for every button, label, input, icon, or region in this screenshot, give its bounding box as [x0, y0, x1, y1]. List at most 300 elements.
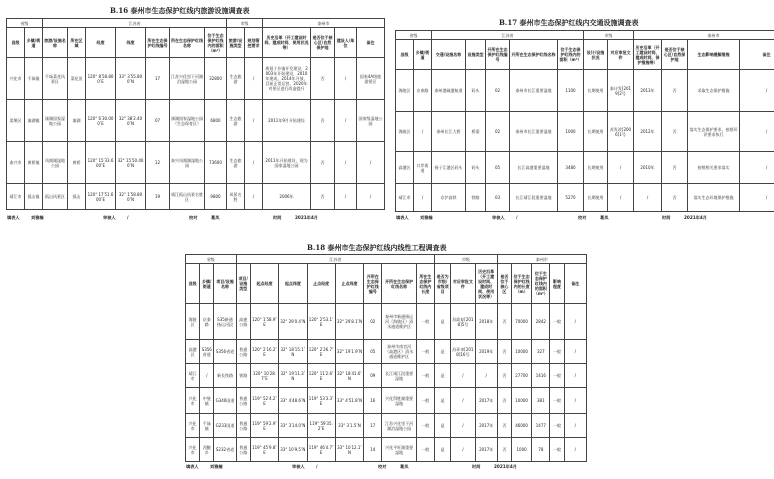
header-cell: 开所在生态保护红线编号: [486, 40, 510, 70]
table-cell: /: [740, 152, 774, 184]
table-cell: 是: [435, 364, 451, 388]
table-cell: 苏环审[2018]16号: [451, 340, 475, 364]
table-cell: 9800: [205, 184, 227, 210]
header-cell: 县级: [186, 264, 200, 304]
table-cell: 孤山风景区: [43, 184, 68, 210]
table-cell: 否: [497, 364, 511, 388]
header-cell: 项目/设施类型: [236, 264, 250, 304]
table-cell: S35新通扬运河段: [214, 304, 236, 340]
header-cell: 位于生态保护红线内的面积（m²）: [205, 28, 227, 58]
table-cell: 6800: [205, 100, 227, 142]
header-cell: 备注: [357, 28, 385, 58]
table-row: [396, 184, 774, 212]
table-cell: 33° 4′48.6″N: [279, 388, 307, 414]
meta-province-label: 省级: [396, 31, 432, 40]
table-cell: 73600: [205, 142, 227, 184]
meta-city: 泰州市: [634, 31, 774, 40]
table-cell: 姜堰区: [7, 100, 25, 142]
review-value: /: [516, 214, 518, 220]
table-cell: 中堡镇: [200, 388, 214, 414]
table-cell: 119° 53′3.3″E: [307, 388, 335, 414]
table-cell: 否: [497, 414, 511, 438]
table-cell: 兴化得胜湖重要湿地: [382, 388, 416, 414]
table-cell: 千垛镇: [200, 414, 214, 438]
table-cell: 靖江市: [7, 184, 25, 210]
table-cell: 1000: [512, 438, 532, 462]
table-cell: 2011年9月开始建设: [263, 100, 311, 142]
table-cell: 2019年: [475, 340, 497, 364]
table-cell: 09: [364, 364, 382, 388]
table-cell: 19: [146, 184, 170, 210]
table-cell: 长期使用: [584, 152, 608, 184]
meta-city: 泰州市: [497, 255, 586, 264]
table-cell: 西鲍乡: [200, 438, 214, 462]
table-cell: 119° 59′2.9″E: [250, 414, 278, 438]
table-cell: 兴化市: [186, 388, 200, 414]
header-cell: 县级: [7, 28, 25, 58]
table-cell: 120° 10′28.7″E: [250, 364, 278, 388]
header-cell: 生态影响缓解措施: [688, 40, 740, 70]
table-cell: 溱湖国家湿地公园（生态保育区）: [170, 100, 205, 142]
table-cell: 否: [662, 152, 688, 184]
table-cell: 兴化市: [186, 414, 200, 438]
table-cell: 千垛镇: [25, 58, 43, 100]
header-cell: 对应审批文件: [608, 40, 634, 70]
table-cell: 2006年: [263, 184, 311, 210]
date-label: 时间: [273, 214, 282, 220]
table-cell: 泰兴凤凰湖湿地公园: [170, 142, 205, 184]
table-cell: /: [564, 340, 586, 364]
table-cell: 14: [364, 438, 382, 462]
table-cell: 381: [532, 388, 550, 414]
table-cell: S356省道: [214, 340, 236, 364]
header-cell: 位于生态保护红线内的面积（m²）: [532, 264, 550, 304]
meta-city: 泰州市: [263, 19, 385, 28]
header-cell: 备注: [564, 264, 586, 304]
table-b18-title: B.18 泰州市生态保护红线内线性工程调查表: [307, 243, 447, 252]
header-cell: 是否位于核心区/自然保护地: [662, 40, 688, 70]
date-label: 时间: [662, 214, 671, 220]
table-cell: 2010年: [634, 152, 662, 184]
table-cell: 江苏兴化里下河湖泊湿地公园: [382, 414, 416, 438]
header-cell: 备注: [740, 40, 774, 70]
table-cell: 国家4A级旅游景区: [357, 58, 385, 100]
table-cell: 否: [497, 388, 511, 414]
table-cell: 落实生态保护要求，按照环评要求执行: [688, 112, 740, 152]
table-cell: 泰兴市: [7, 142, 25, 184]
table-cell: 泰州市新通扬运河（海陵区）清水通道维护区: [382, 304, 416, 340]
header-cell: 对应审批文件: [451, 264, 475, 304]
table-cell: 3480: [558, 152, 584, 184]
table-cell: 泰州市长江重要湿地: [510, 70, 558, 112]
table-cell: 生态旅游: [227, 100, 245, 142]
header-cell: 设施类型: [466, 40, 486, 70]
table-cell: 否: [311, 184, 335, 210]
table-b16-title: B.16 泰州市生态保护红线内旅游设施调查表: [110, 6, 250, 15]
table-cell: G346国道: [214, 388, 236, 414]
table-cell: /: [564, 438, 586, 462]
table-b17-title: B.17 泰州市生态保护红线内交通设施调查表: [499, 18, 639, 27]
table-cell: 新长铁路: [214, 364, 236, 388]
check-value: 葛凤: [600, 214, 609, 220]
table-b18-card: [185, 243, 587, 473]
table-cell: 27700: [512, 364, 532, 388]
table-cell: 32° 38′2.400″N: [116, 100, 146, 142]
table-cell: /: [414, 112, 432, 152]
table-b18-footer: [185, 461, 587, 471]
table-b17: [395, 30, 774, 212]
check-label: 校对: [578, 214, 587, 220]
table-cell: 120° 17′51.600″E: [86, 184, 116, 210]
table-cell: /: [335, 100, 357, 142]
table-cell: 苏发改[2006]1号: [608, 112, 634, 152]
table-cell: 119° 45′9.8″E: [250, 438, 278, 462]
date-value: 2021年4月: [295, 214, 318, 220]
table-cell: 采取生态保护措施: [688, 70, 740, 112]
table-cell: 海陵区: [396, 112, 414, 152]
table-cell: 靖江市: [396, 184, 414, 212]
date-value: 2021年4月: [684, 214, 707, 220]
table-cell: 32° 29′8.1″N: [335, 304, 363, 340]
table-cell: /: [634, 184, 662, 212]
fill-value: 刘雅楠: [31, 214, 44, 220]
table-cell: 一般: [416, 364, 434, 388]
table-row: [396, 70, 774, 112]
table-cell: /: [740, 70, 774, 112]
header-cell: 起点纬度: [279, 264, 307, 304]
meta-city-label: 市级: [227, 19, 263, 28]
table-cell: 凤凰湖湿地公园: [43, 142, 68, 184]
table-cell: 否: [497, 340, 511, 364]
date-value: 2021年4月: [494, 463, 517, 469]
header-cell: 开所在生态保护红线名称: [510, 40, 558, 70]
review-value: /: [316, 463, 318, 469]
table-cell: 菜花田: [68, 58, 86, 100]
table-cell: 2011年开始建设，现为国家湿地公园: [263, 142, 311, 184]
table-cell: /: [357, 184, 385, 210]
table-cell: 否: [497, 304, 511, 340]
table-cell: S356省道: [200, 340, 214, 364]
table-cell: /: [564, 364, 586, 388]
table-cell: 江苏兴化里下河湖泊湿地公园: [170, 58, 205, 100]
table-cell: 32° 29′0.4″N: [279, 304, 307, 340]
table-cell: 2017年: [475, 414, 497, 438]
table-cell: /: [451, 364, 475, 388]
table-cell: 千垛菜花风景区: [43, 58, 68, 100]
table-cell: 1477: [532, 414, 550, 438]
table-cell: 京沪高铁: [432, 184, 466, 212]
table-cell: 泰州市长江重要湿地: [510, 112, 558, 152]
table-cell: 规划于乡镇开发建设，2003年开始建设，2010年建成，2014年开放，目前正常运营，2020年对景区进行改造提升: [263, 58, 311, 100]
table-cell: 120° 15′33.600″E: [86, 142, 116, 184]
header-cell: 乡镇/街道: [25, 28, 43, 58]
table-row: [7, 100, 385, 142]
table-cell: /: [414, 184, 432, 212]
review-label: 审核人: [103, 214, 116, 220]
table-cell: 长江靖江段重要湿地: [382, 364, 416, 388]
table-cell: 32° 1′58.800″N: [116, 184, 146, 210]
table-cell: 落实生态环境保护措施: [688, 184, 740, 212]
table-cell: 33° 4′51.8″N: [335, 388, 363, 414]
header-cell: 交通/设施名称: [432, 40, 466, 70]
header-cell: 起点经度: [250, 264, 278, 304]
table-cell: /: [451, 438, 475, 462]
table-cell: 是: [435, 340, 451, 364]
table-cell: 京泰路: [414, 70, 432, 112]
table-cell: 孤山镇: [25, 184, 43, 210]
table-cell: 一般: [416, 438, 434, 462]
table-row: [186, 438, 587, 462]
header-cell: 开所在生态保护红线编号: [364, 264, 382, 304]
table-cell: 高速公路: [236, 304, 250, 340]
table-cell: 码头: [466, 70, 486, 112]
table-cell: 119° 52′4.2″E: [250, 388, 278, 414]
table-cell: 32° 18′15.1″N: [279, 340, 307, 364]
table-cell: 120° 2′16.2″E: [250, 340, 278, 364]
table-cell: 生态旅游: [227, 58, 245, 100]
meta-province: 江苏省: [432, 31, 584, 40]
table-cell: 119° 59′35.2″E: [307, 414, 335, 438]
table-cell: 码头: [466, 152, 486, 184]
table-cell: 一般: [416, 340, 434, 364]
meta-province-label: 省级: [186, 255, 237, 264]
table-cell: 05: [364, 340, 382, 364]
header-cell: 乡镇/街道: [414, 40, 432, 70]
table-cell: /: [451, 388, 475, 414]
table-cell: 溱湖镇: [25, 100, 43, 142]
meta-city-label: 市级: [584, 31, 634, 40]
table-cell: 是: [435, 414, 451, 438]
table-cell: 120° 2′26.7″E: [307, 340, 335, 364]
table-cell: 一般: [416, 304, 434, 340]
check-label: 校对: [378, 463, 387, 469]
table-cell: 一般: [550, 340, 564, 364]
table-cell: 否: [311, 100, 335, 142]
table-cell: /: [245, 184, 263, 210]
header-cell: 建设人/单位: [335, 28, 357, 58]
table-cell: 兴化市: [7, 58, 25, 100]
table-cell: 12: [146, 142, 170, 184]
table-cell: 溱湖: [68, 100, 86, 142]
table-cell: 2013年: [634, 70, 662, 112]
table-cell: 黄桥: [68, 142, 86, 184]
table-cell: 海陵区: [186, 304, 200, 340]
table-cell: 泰州市南官河（高港区）清水通道维护区: [382, 340, 416, 364]
table-cell: 长期使用: [584, 70, 608, 112]
header-cell: 历史沿革（开工建设时间、建成时间、使用状况等）: [475, 264, 497, 304]
table-cell: 泰州港疏港航道: [432, 70, 466, 112]
table-cell: 2018年: [475, 304, 497, 340]
table-cell: 一般: [550, 364, 564, 388]
table-cell: 是: [435, 388, 451, 414]
table-cell: 是: [435, 438, 451, 462]
header-cell: 止点纬度: [335, 264, 363, 304]
table-cell: 327: [532, 340, 550, 364]
table-cell: /: [451, 414, 475, 438]
header-cell: 规划管控要求: [245, 28, 263, 58]
table-cell: 119° 46′4.7″E: [307, 438, 335, 462]
header-cell: 县级: [396, 40, 414, 70]
table-cell: 32° 19′11.3″N: [279, 364, 307, 388]
header-cell: 旅游/设施名称: [43, 28, 68, 58]
table-cell: 46000: [512, 414, 532, 438]
table-cell: 120° 6′30.000″E: [86, 100, 116, 142]
table-row: [396, 112, 774, 152]
table-cell: 33° 10′12.1″N: [335, 438, 363, 462]
table-cell: /: [335, 184, 357, 210]
table-cell: 一般: [550, 414, 564, 438]
table-cell: /: [357, 142, 385, 184]
table-cell: 铁路: [466, 184, 486, 212]
table-cell: 78: [532, 438, 550, 462]
table-cell: 70000: [512, 304, 532, 340]
table-cell: 普通公路: [236, 388, 250, 414]
table-cell: 普通公路: [236, 340, 250, 364]
table-cell: 32° 18′41.6″N: [335, 364, 363, 388]
table-cell: 否: [662, 70, 688, 112]
fill-label: 填表人: [186, 463, 199, 469]
table-cell: 靖江市: [186, 364, 200, 388]
table-cell: 靖江孤山风景名胜区: [170, 184, 205, 210]
table-cell: 2017年: [475, 388, 497, 414]
table-cell: 按照相关要求落实: [688, 152, 740, 184]
table-cell: 否: [311, 58, 335, 100]
header-cell: 历史沿革（开工建设时间、建成时间、使用状况等）: [263, 28, 311, 58]
table-cell: 普通公路: [236, 438, 250, 462]
table-cell: /: [475, 364, 497, 388]
table-cell: G233国道: [214, 414, 236, 438]
table-row: [186, 388, 587, 414]
meta-province: 江苏省: [236, 255, 434, 264]
table-cell: 1100: [558, 70, 584, 112]
table-cell: 120° 8′58.800″E: [86, 58, 116, 100]
table-cell: /: [335, 58, 357, 100]
table-b18: [185, 254, 587, 462]
table-cell: 1416: [532, 364, 550, 388]
header-cell: 所在生态保护红线内长度: [416, 264, 434, 304]
table-cell: /: [200, 364, 214, 388]
meta-province-label: 省级: [7, 19, 43, 28]
table-cell: 一般: [416, 414, 434, 438]
table-cell: 33° 10′9.5″N: [279, 438, 307, 462]
table-cell: 05: [486, 152, 510, 184]
fill-value: 刘雅楠: [210, 463, 223, 469]
header-cell: 所在生态保护红线名称: [170, 28, 205, 58]
table-cell: 17: [364, 414, 382, 438]
table-cell: /: [245, 58, 263, 100]
table-cell: 兴化市: [186, 438, 200, 462]
table-cell: S232省道: [214, 438, 236, 462]
table-cell: /: [564, 414, 586, 438]
header-cell: 设计/设施状况: [584, 40, 608, 70]
table-row: [186, 304, 587, 340]
table-cell: 扬子江港区码头: [432, 152, 466, 184]
check-value: 葛凤: [400, 463, 409, 469]
table-row: [186, 340, 587, 364]
header-cell: 位于生态保护红线内的面积（m²）: [558, 40, 584, 70]
table-row: [7, 142, 385, 184]
table-cell: 长期使用: [584, 184, 608, 212]
meta-city-label: 市级: [435, 255, 498, 264]
table-cell: 一般: [416, 388, 434, 414]
table-cell: 生态旅游: [227, 142, 245, 184]
header-cell: 历史沿革（开工建设时间、建成时间、保护措施等）: [634, 40, 662, 70]
table-cell: 风景名胜: [227, 184, 245, 210]
header-cell: 开所在生态保护红线名称: [382, 264, 416, 304]
table-cell: 铁路: [236, 364, 250, 388]
table-cell: /: [335, 142, 357, 184]
table-cell: 02: [364, 304, 382, 340]
table-cell: 否: [497, 438, 511, 462]
fill-label: 填表人: [7, 214, 20, 220]
table-cell: /: [564, 304, 586, 340]
header-cell: 项目/设施名称: [214, 264, 236, 304]
table-cell: 33° 3′1.5″N: [335, 414, 363, 438]
table-cell: 33° 3′14.0″N: [279, 414, 307, 438]
header-cell: 是否位于核心区/自然保护地: [311, 28, 335, 58]
table-cell: 一般: [550, 438, 564, 462]
header-cell: 所在区域: [68, 28, 86, 58]
table-cell: 07: [146, 100, 170, 142]
table-cell: 溱湖国家湿地公园: [43, 100, 68, 142]
table-cell: 2012年: [634, 112, 662, 152]
table-cell: 2842: [532, 304, 550, 340]
header-cell: 影响程度: [550, 264, 564, 304]
table-cell: 苏政复[2018]5号: [451, 304, 475, 340]
table-cell: 长江靖江段重要湿地: [510, 184, 558, 212]
table-b17-card: [395, 18, 769, 226]
header-cell: 是否为市级/省级项目: [435, 264, 451, 304]
fill-label: 填表人: [396, 214, 409, 220]
header-cell: 止点经度: [307, 264, 335, 304]
table-cell: 否: [662, 184, 688, 212]
table-cell: 高港区: [396, 152, 414, 184]
table-cell: 黄桥镇: [25, 142, 43, 184]
header-cell: 经度: [86, 28, 116, 58]
table-row: [186, 414, 587, 438]
table-cell: 32° 15′50.400″N: [116, 142, 146, 184]
table-row: [186, 364, 587, 388]
table-cell: 1000: [558, 112, 584, 152]
table-cell: 10000: [512, 388, 532, 414]
table-cell: 120° 2′53.1″E: [307, 304, 335, 340]
header-cell: 乡镇/街道: [200, 264, 214, 304]
table-cell: 京泰路: [200, 304, 214, 340]
table-b16-footer: [6, 212, 384, 222]
table-b17-footer: [395, 212, 769, 222]
header-cell: 旅游/设施类型: [227, 28, 245, 58]
table-cell: 口岸街道: [414, 152, 432, 184]
table-cell: 否: [662, 112, 688, 152]
table-cell: /: [740, 184, 774, 212]
table-cell: 否: [311, 142, 335, 184]
table-cell: 泰州长江大桥: [432, 112, 466, 152]
table-cell: /: [564, 388, 586, 414]
table-cell: 是: [435, 304, 451, 340]
table-cell: 33° 3′55.800″N: [116, 58, 146, 100]
table-cell: 孤山: [68, 184, 86, 210]
table-row: [396, 152, 774, 184]
table-cell: 兴化平旺湖重要湿地: [382, 438, 416, 462]
table-cell: 17: [146, 58, 170, 100]
table-cell: 泰计发[2019]2号: [608, 70, 634, 112]
table-cell: /: [245, 142, 263, 184]
table-cell: 国家级湿地公园: [357, 100, 385, 142]
table-cell: 长期使用: [584, 112, 608, 152]
table-cell: 海陵区: [396, 70, 414, 112]
table-cell: 2017年: [475, 438, 497, 462]
table-cell: 5270: [558, 184, 584, 212]
